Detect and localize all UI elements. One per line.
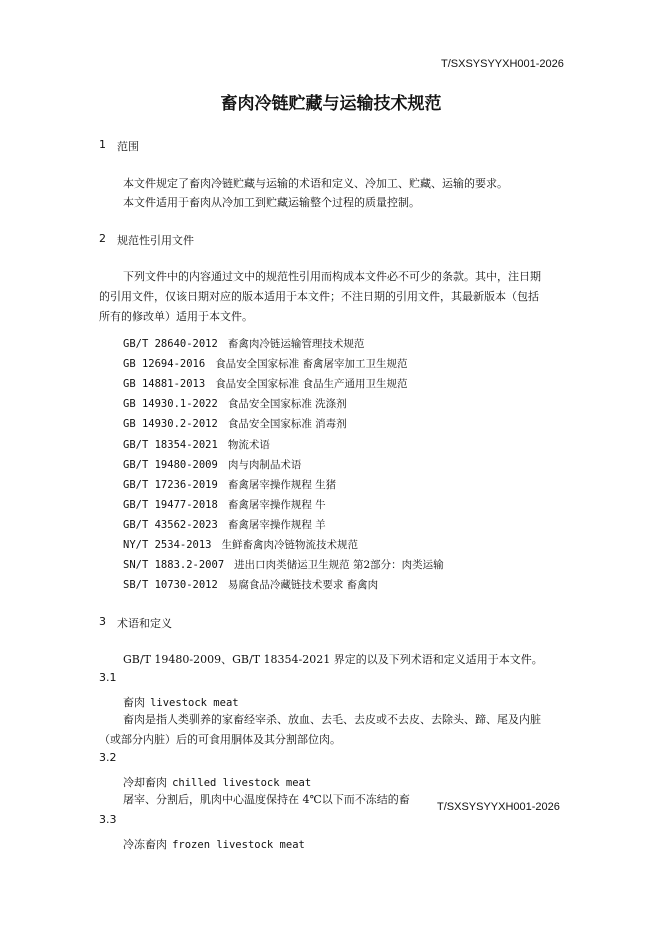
- reference-item: [123, 457, 301, 472]
- term-definition-line: （或部分内脏）后的可食用胴体及其分割部位肉。: [99, 733, 341, 746]
- reference-code: GB/T 43562-2023: [123, 519, 218, 531]
- reference-title: 食品安全国家标准 消毒剂: [227, 418, 347, 430]
- term-name-en: frozen livestock meat: [172, 839, 305, 851]
- reference-title: 物流术语: [227, 439, 270, 451]
- reference-title: 肉与肉制品术语: [227, 459, 302, 471]
- section-1-number: 1: [99, 138, 106, 151]
- term-name-cn: 冷却畜肉: [123, 776, 167, 789]
- reference-code: GB/T 18354-2021: [123, 439, 218, 451]
- term-number: 3.2: [99, 751, 117, 764]
- reference-item: [123, 356, 408, 371]
- reference-title: 生鲜畜禽肉冷链物流技术规范: [221, 539, 359, 551]
- term-name-en: livestock meat: [150, 697, 239, 709]
- section-2-intro-line: 所有的修改单）适用于本文件。: [99, 310, 253, 323]
- reference-code: SN/T 1883.2-2007: [123, 559, 225, 571]
- reference-item: [123, 376, 408, 391]
- term-definition-line: 畜肉是指人类驯养的家畜经宰杀、放血、去毛、去皮或不去皮、去除头、蹄、尾及内脏: [123, 713, 541, 726]
- reference-code: NY/T 2534-2013: [123, 539, 212, 551]
- reference-title: 畜禽屠宰操作规程 羊: [227, 519, 326, 531]
- section-2-number: 2: [99, 232, 106, 245]
- reference-item: [123, 537, 358, 552]
- section-1-paragraph: 本文件适用于畜肉从冷加工到贮藏运输整个过程的质量控制。: [123, 196, 420, 209]
- term-number: 3.1: [99, 671, 117, 684]
- section-3-intro: GB/T 19480-2009、GB/T 18354-2021 界定的以及下列术语和定义适用于本文件。: [123, 653, 543, 666]
- reference-item: [123, 396, 347, 411]
- reference-code: GB 14881-2013: [123, 378, 206, 390]
- term-heading: [123, 833, 305, 852]
- reference-item: [123, 557, 444, 572]
- reference-title: 易腐食品冷藏链技术要求 畜禽肉: [227, 579, 379, 591]
- term-name-cn: 畜肉: [123, 696, 145, 709]
- reference-code: GB/T 28640-2012: [123, 338, 218, 350]
- section-1-paragraph: 本文件规定了畜肉冷链贮藏与运输的术语和定义、冷加工、贮藏、运输的要求。: [123, 177, 508, 190]
- reference-title: 畜禽屠宰操作规程 生猪: [227, 479, 337, 491]
- header-doc-code: T/SXSYSYYXH001-2026: [441, 58, 564, 70]
- section-3-number: 3: [99, 615, 106, 628]
- section-1-title: 范围: [117, 140, 139, 153]
- footer-doc-code: T/SXSYSYYXH001-2026: [437, 801, 560, 813]
- reference-item: [123, 497, 326, 512]
- reference-item: [123, 517, 326, 532]
- reference-code: GB/T 17236-2019: [123, 479, 218, 491]
- reference-code: SB/T 10730-2012: [123, 579, 218, 591]
- reference-title: 畜禽肉冷链运输管理技术规范: [227, 338, 365, 350]
- reference-item: [123, 416, 347, 431]
- reference-item: [123, 336, 364, 351]
- reference-code: GB 12694-2016: [123, 358, 206, 370]
- document-title: 畜肉冷链贮藏与运输技术规范: [220, 94, 442, 114]
- reference-item: [123, 577, 378, 592]
- reference-item: [123, 477, 336, 492]
- section-2-intro-line: 的引用文件，仅该日期对应的版本适用于本文件；不注日期的引用文件，其最新版本（包括: [99, 290, 539, 303]
- reference-item: [123, 437, 270, 452]
- reference-code: GB/T 19477-2018: [123, 499, 218, 511]
- section-2-title: 规范性引用文件: [117, 234, 194, 247]
- term-name-cn: 冷冻畜肉: [123, 838, 167, 851]
- reference-title: 食品安全国家标准 洗涤剂: [227, 398, 347, 410]
- term-heading: [123, 771, 311, 790]
- section-2-intro-line: 下列文件中的内容通过文中的规范性引用而构成本文件必不可少的条款。其中，注日期: [123, 270, 541, 283]
- term-heading: [123, 691, 239, 710]
- term-name-en: chilled livestock meat: [172, 777, 312, 789]
- reference-title: 畜禽屠宰操作规程 牛: [227, 499, 326, 511]
- reference-code: GB/T 19480-2009: [123, 459, 218, 471]
- reference-title: 食品安全国家标准 畜禽屠宰加工卫生规范: [215, 358, 408, 370]
- term-number: 3.3: [99, 813, 117, 826]
- term-definition-line: 屠宰、分割后，肌肉中心温度保持在 4℃以下而不冻结的畜: [123, 793, 410, 806]
- reference-code: GB 14930.2-2012: [123, 418, 218, 430]
- reference-code: GB 14930.1-2022: [123, 398, 218, 410]
- section-3-title: 术语和定义: [117, 617, 172, 630]
- reference-title: 食品安全国家标准 食品生产通用卫生规范: [215, 378, 408, 390]
- reference-title: 进出口肉类储运卫生规范 第2部分：肉类运输: [234, 559, 444, 571]
